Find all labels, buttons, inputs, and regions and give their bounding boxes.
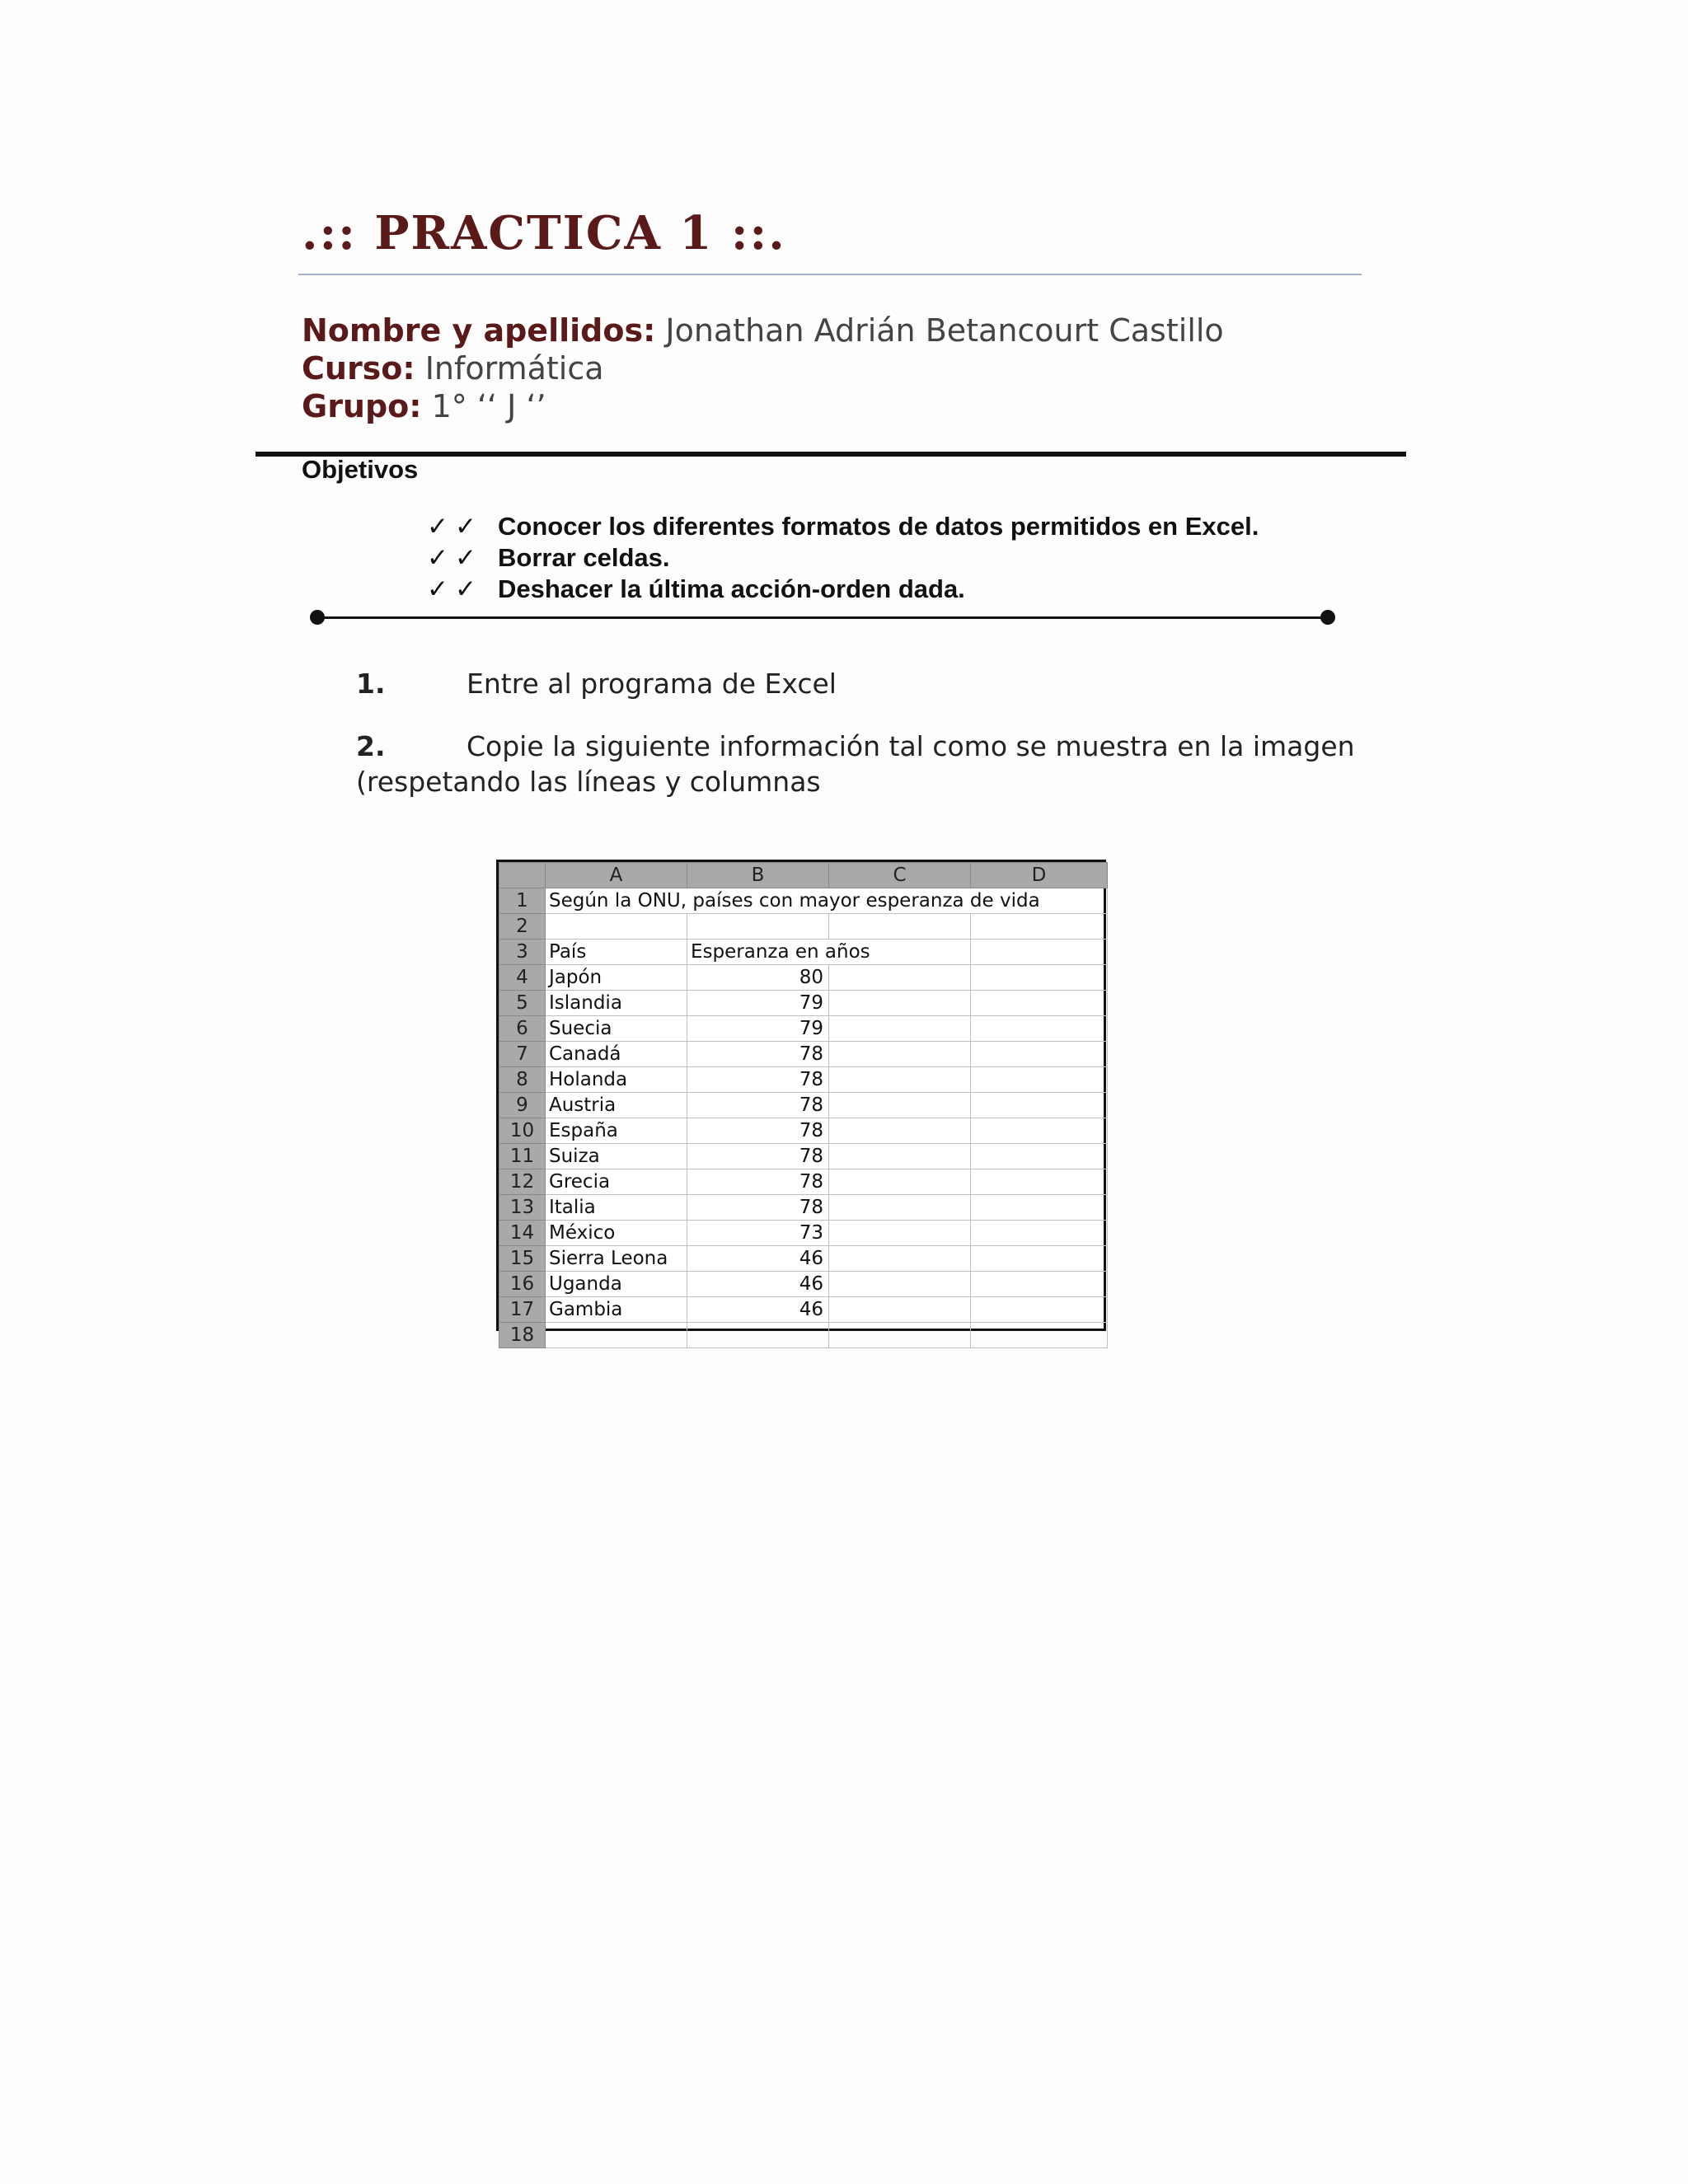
table-cell	[829, 914, 971, 940]
years-cell: 78	[687, 1118, 829, 1144]
table-row	[499, 888, 1108, 914]
title-divider	[298, 274, 1362, 275]
table-cell	[829, 1067, 971, 1093]
spreadsheet-grid	[499, 862, 1108, 1348]
years-cell: 78	[687, 1195, 829, 1221]
table-cell	[829, 1016, 971, 1042]
years-cell: 79	[687, 991, 829, 1016]
table-cell	[829, 1272, 971, 1297]
column-header-d: D	[971, 863, 1108, 888]
country-cell: Italia	[546, 1195, 687, 1221]
country-cell: Austria	[546, 1093, 687, 1118]
country-cell: Islandia	[546, 991, 687, 1016]
objectives-divider	[316, 616, 1329, 619]
row-number: 5	[499, 991, 546, 1016]
step-text-continued: (respetando las líneas y columnas	[356, 766, 821, 798]
table-cell	[829, 1195, 971, 1221]
row-number: 15	[499, 1246, 546, 1272]
group-line	[302, 387, 1224, 425]
years-cell: 78	[687, 1093, 829, 1118]
row-number: 2	[499, 914, 546, 940]
table-row	[499, 1297, 1108, 1323]
years-cell: 78	[687, 1169, 829, 1195]
divider-dot-right	[1320, 610, 1335, 625]
table-cell	[971, 1246, 1108, 1272]
row-number: 14	[499, 1221, 546, 1246]
table-cell	[971, 1323, 1108, 1348]
table-cell	[971, 1297, 1108, 1323]
table-row	[499, 1093, 1108, 1118]
table-cell	[829, 1246, 971, 1272]
table-cell	[687, 1323, 829, 1348]
table-row	[499, 1144, 1108, 1169]
row-number: 4	[499, 965, 546, 991]
table-row	[499, 1195, 1108, 1221]
table-cell	[971, 1118, 1108, 1144]
page-title: .:: PRACTICA 1 ::.	[302, 206, 786, 260]
years-cell: 80	[687, 965, 829, 991]
row-number: 16	[499, 1272, 546, 1297]
step-number: 2.	[356, 730, 386, 762]
name-label: Nombre y apellidos:	[302, 312, 656, 349]
sheet-title-cell: Según la ONU, países con mayor esperanza de vida	[546, 888, 1108, 914]
course-value: Informática	[424, 350, 604, 387]
step-text: Entre al programa de Excel	[467, 668, 837, 700]
table-row	[499, 1118, 1108, 1144]
years-cell: 73	[687, 1221, 829, 1246]
row-number: 17	[499, 1297, 546, 1323]
name-value: Jonathan Adrián Betancourt Castillo	[665, 312, 1224, 349]
table-cell	[971, 1144, 1108, 1169]
row-number: 1	[499, 888, 546, 914]
table-cell	[971, 1195, 1108, 1221]
check-icon: ✓	[455, 543, 476, 573]
row-number: 8	[499, 1067, 546, 1093]
column-header-c: C	[829, 863, 971, 888]
step-1	[356, 666, 837, 701]
years-cell: 78	[687, 1067, 829, 1093]
country-cell: España	[546, 1118, 687, 1144]
group-value: 1° ‘‘ J ‘’	[431, 388, 546, 424]
header-country-cell: País	[546, 940, 687, 965]
country-cell: Grecia	[546, 1169, 687, 1195]
row-number: 12	[499, 1169, 546, 1195]
table-cell	[971, 965, 1108, 991]
objective-text: Conocer los diferentes formatos de datos permitidos en Excel.	[498, 512, 1259, 541]
row-number: 3	[499, 940, 546, 965]
table-cell	[971, 991, 1108, 1016]
table-row	[499, 1272, 1108, 1297]
row-number: 7	[499, 1042, 546, 1067]
years-cell: 79	[687, 1016, 829, 1042]
objective-text: Borrar celdas.	[498, 543, 670, 572]
table-cell	[829, 965, 971, 991]
table-cell	[829, 1297, 971, 1323]
country-cell: Sierra Leona	[546, 1246, 687, 1272]
table-cell	[971, 914, 1108, 940]
table-cell	[546, 1323, 687, 1348]
group-label: Grupo:	[302, 388, 422, 424]
table-cell	[971, 1272, 1108, 1297]
table-cell	[971, 1169, 1108, 1195]
country-cell: Gambia	[546, 1297, 687, 1323]
table-cell	[829, 1093, 971, 1118]
table-row	[499, 1323, 1108, 1348]
table-cell	[971, 1016, 1108, 1042]
table-cell	[971, 1067, 1108, 1093]
country-cell: Holanda	[546, 1067, 687, 1093]
table-row	[499, 914, 1108, 940]
table-cell	[971, 1093, 1108, 1118]
check-icon: ✓	[427, 512, 448, 541]
objective-text: Deshacer la última acción-orden dada.	[498, 574, 965, 603]
row-number: 6	[499, 1016, 546, 1042]
table-cell	[971, 1042, 1108, 1067]
step-2	[356, 729, 1355, 799]
years-cell: 46	[687, 1297, 829, 1323]
years-cell: 78	[687, 1042, 829, 1067]
step-text: Copie la siguiente información tal como se muestra en la imagen	[467, 730, 1355, 762]
table-cell	[971, 940, 1108, 965]
country-cell: México	[546, 1221, 687, 1246]
country-cell: Japón	[546, 965, 687, 991]
row-number: 13	[499, 1195, 546, 1221]
table-row	[499, 991, 1108, 1016]
check-icon: ✓	[427, 574, 448, 604]
table-row	[499, 1042, 1108, 1067]
column-header-row	[499, 863, 1108, 888]
row-number: 9	[499, 1093, 546, 1118]
country-cell: Canadá	[546, 1042, 687, 1067]
check-icon: ✓	[455, 574, 476, 604]
table-cell	[829, 1118, 971, 1144]
table-row	[499, 940, 1108, 965]
table-cell	[829, 1323, 971, 1348]
table-row	[499, 1221, 1108, 1246]
country-cell: Suiza	[546, 1144, 687, 1169]
table-cell	[829, 991, 971, 1016]
table-row	[499, 1067, 1108, 1093]
check-icon: ✓	[455, 512, 476, 541]
row-number: 18	[499, 1323, 546, 1348]
row-number: 10	[499, 1118, 546, 1144]
table-row	[499, 1169, 1108, 1195]
years-cell: 78	[687, 1144, 829, 1169]
table-cell	[829, 1169, 971, 1195]
years-cell: 46	[687, 1272, 829, 1297]
country-cell: Suecia	[546, 1016, 687, 1042]
section-divider	[256, 452, 1406, 457]
header-years-cell: Esperanza en años	[687, 940, 971, 965]
objective-item	[427, 574, 1259, 605]
name-line	[302, 312, 1224, 349]
column-header-a: A	[546, 863, 687, 888]
table-cell	[546, 914, 687, 940]
table-row	[499, 1246, 1108, 1272]
table-cell	[829, 1221, 971, 1246]
student-info	[302, 312, 1224, 425]
table-cell	[971, 1221, 1108, 1246]
row-number: 11	[499, 1144, 546, 1169]
corner-cell	[499, 863, 546, 888]
spreadsheet-image	[496, 860, 1106, 1346]
country-cell: Uganda	[546, 1272, 687, 1297]
column-header-b: B	[687, 863, 829, 888]
years-cell: 46	[687, 1246, 829, 1272]
objectives-heading: Objetivos	[302, 455, 419, 484]
check-icon: ✓	[427, 543, 448, 573]
step-number: 1.	[356, 668, 386, 700]
table-row	[499, 965, 1108, 991]
objective-item	[427, 511, 1259, 542]
table-cell	[829, 1042, 971, 1067]
objective-item	[427, 542, 1259, 574]
table-cell	[829, 1144, 971, 1169]
course-line	[302, 349, 1224, 387]
objectives-list	[427, 511, 1259, 605]
course-label: Curso:	[302, 350, 415, 387]
table-row	[499, 1016, 1108, 1042]
table-cell	[687, 914, 829, 940]
data-rows	[499, 965, 1108, 1323]
